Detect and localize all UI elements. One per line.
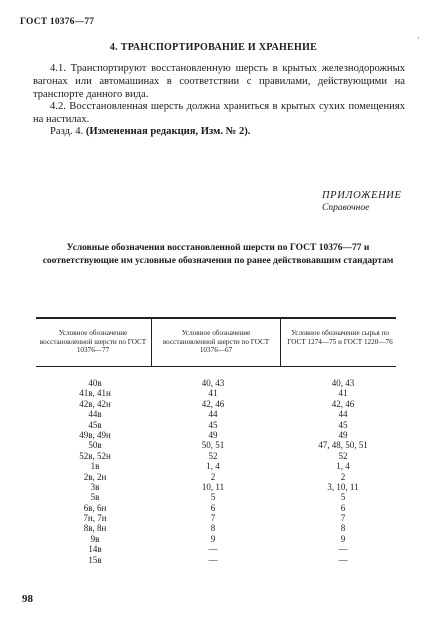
- table-cell: 52: [338, 450, 348, 461]
- table-caption: Условные обозначения восстановленной шерсти по ГОСТ 10376—77 и соответствующие им условные обозначения по ранее действовавшим стандартам: [42, 243, 394, 266]
- table-cell: 7: [210, 513, 216, 524]
- appendix-title: ПРИЛОЖЕНИЕ: [322, 190, 402, 201]
- table-cell: 41: [338, 388, 348, 399]
- table-column-2: [168, 378, 258, 565]
- table-cell: 10, 11: [201, 481, 225, 492]
- table-cell: 6в, 6н: [83, 502, 107, 513]
- table-cell: 9в: [90, 533, 100, 544]
- table-cell: 52: [208, 450, 218, 461]
- table-cell: 14в: [88, 544, 102, 555]
- table-cell: 40, 43: [331, 378, 355, 388]
- table-cell: —: [208, 544, 218, 555]
- table-cell: 50в: [88, 440, 102, 451]
- table-cell: 2: [210, 471, 216, 482]
- table-top-rule: [36, 317, 396, 319]
- corner-mark: ·: [417, 34, 420, 43]
- column-header-2: Условное обозначение восстановленной шерсти по ГОСТ 10376—67: [162, 329, 270, 355]
- table-column-1: [60, 378, 130, 565]
- table-cell: 44: [208, 409, 218, 420]
- table-cell: 7: [340, 513, 346, 524]
- table-cell: 47, 48, 50, 51: [318, 440, 368, 451]
- table-cell: 9: [340, 533, 346, 544]
- column-divider-1: [151, 318, 152, 366]
- table-cell: 45в: [88, 419, 102, 430]
- table-cell: 8в, 8н: [83, 523, 107, 534]
- table-cell: 44: [338, 409, 348, 420]
- table-cell: 3в: [90, 481, 100, 492]
- table-column-3: [298, 378, 388, 565]
- table-cell: 9: [210, 533, 216, 544]
- column-header-1: Условное обозначение восстановленной шерсти по ГОСТ 10376—77: [39, 329, 147, 355]
- table-cell: 41в, 41н: [79, 388, 111, 399]
- table-cell: 49: [208, 429, 218, 440]
- table-cell: 1, 4: [206, 461, 220, 472]
- table-cell: 15в: [88, 554, 102, 565]
- table-cell: 1в: [90, 461, 100, 472]
- table-cell: 6: [340, 502, 346, 513]
- revision-prefix: Разд. 4.: [50, 126, 86, 137]
- revision-bold: (Измененная редакция, Изм. № 2).: [85, 126, 251, 137]
- column-header-3: Условное обозначение сырья по ГОСТ 1274—75 и ГОСТ 1220—76: [287, 329, 393, 346]
- table-cell: 5: [340, 492, 346, 503]
- table-cell: 1, 4: [336, 461, 350, 472]
- table-cell: 7н, 7н: [83, 513, 107, 524]
- table-cell: 8: [210, 523, 216, 534]
- table-cell: 5: [210, 492, 216, 503]
- table-cell: 49в, 49н: [79, 429, 111, 440]
- document-header: ГОСТ 10376—77: [20, 17, 95, 27]
- table-cell: 44в: [88, 409, 102, 420]
- table-cell: —: [338, 544, 348, 555]
- column-divider-2: [280, 318, 281, 366]
- table-cell: 45: [338, 419, 348, 430]
- table-cell: 42, 46: [331, 398, 355, 409]
- table-cell: 40в: [88, 378, 102, 388]
- table-cell: 50, 51: [201, 440, 225, 451]
- table-cell: 6: [210, 502, 216, 513]
- table-cell: 3, 10, 11: [327, 481, 359, 492]
- table-cell: 45: [208, 419, 218, 430]
- section-title: 4. ТРАНСПОРТИРОВАНИЕ И ХРАНЕНИЕ: [109, 42, 318, 53]
- revision-note: [33, 126, 405, 139]
- table-cell: 49: [338, 429, 348, 440]
- table-cell: 2в, 2н: [83, 471, 107, 482]
- table-header-rule: [36, 366, 396, 367]
- table-cell: 2: [340, 471, 346, 482]
- table-cell: 5в: [90, 492, 100, 503]
- appendix-subtitle: Справочное: [322, 203, 370, 213]
- page-number: 98: [22, 593, 33, 605]
- table-cell: 42, 46: [201, 398, 225, 409]
- table-cell: —: [208, 554, 218, 565]
- table-cell: 41: [208, 388, 218, 399]
- table-cell: —: [338, 554, 348, 565]
- paragraph-4-2: 4.2. Восстановленная шерсть должна храниться в крытых сухих помещениях на настилах.: [33, 101, 405, 125]
- table-cell: 40, 43: [201, 378, 225, 388]
- table-cell: 42в, 42н: [79, 398, 111, 409]
- table-cell: 52в, 52н: [79, 450, 111, 461]
- table-cell: 8: [340, 523, 346, 534]
- paragraph-4-1: 4.1. Транспортируют восстановленную шерсть в крытых железнодорожных вагонах или автомашинах в соответствии с правилами, действующими на транспорте данного вида.: [33, 63, 405, 100]
